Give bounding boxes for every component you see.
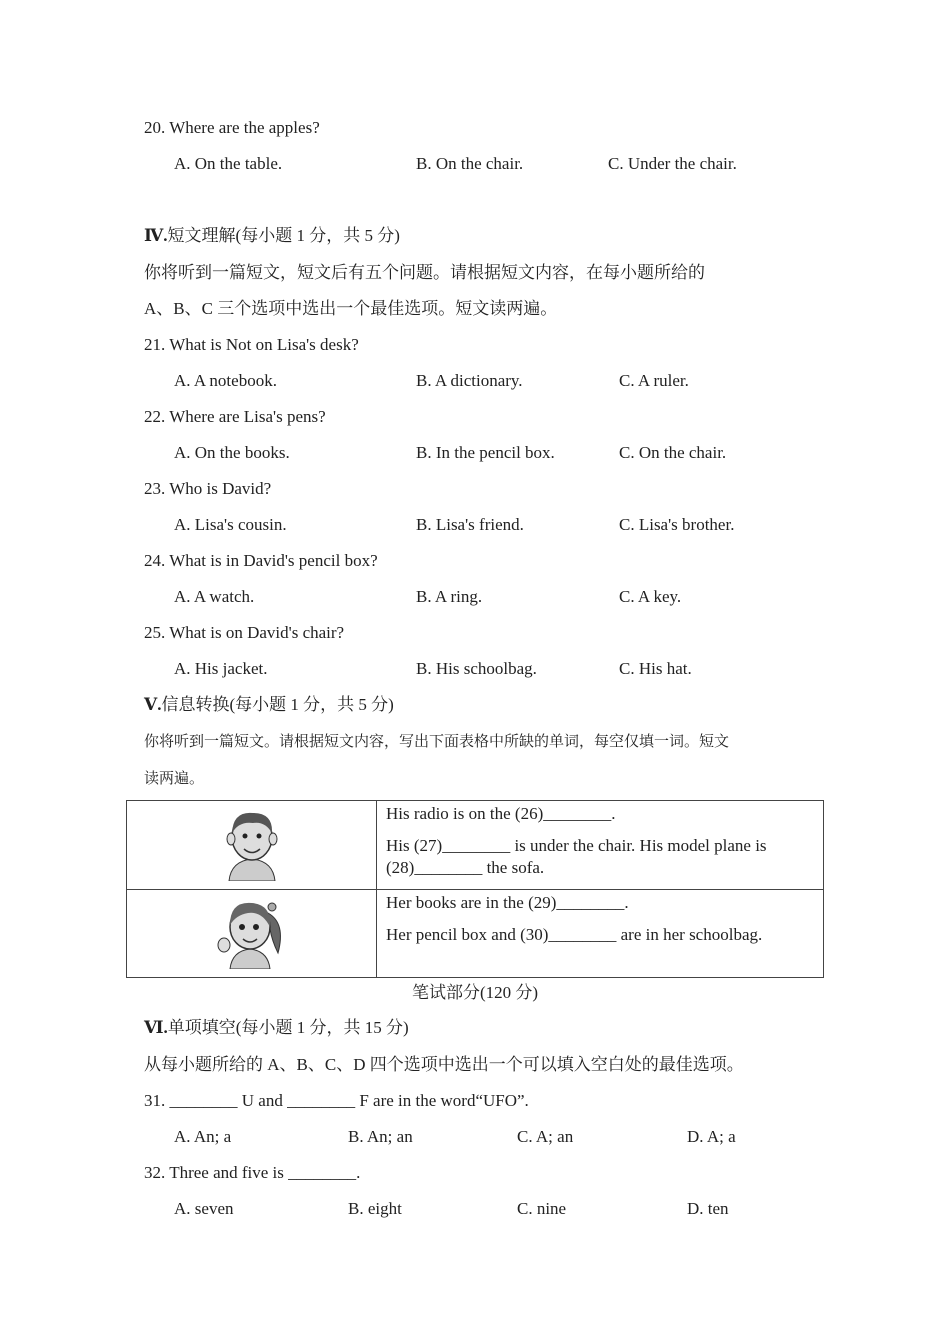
written-part-heading: 笔试部分(120 分): [411, 983, 539, 1002]
section-instructions: A、B、C 三个选项中选出一个最佳选项。短文读两遍。: [144, 299, 558, 318]
blank-26-line: His radio is on the (26)________.: [386, 804, 616, 823]
section-instructions: 你将听到一篇短文，短文后有五个问题。请根据短文内容，在每小题所给的: [144, 263, 705, 282]
option-b: B. His schoolbag.: [416, 659, 537, 678]
option-a: A. His jacket.: [174, 659, 268, 678]
section-title: 短文理解(每小题 1 分，共 5 分): [167, 226, 400, 245]
table-row: [127, 890, 824, 978]
section-numeral: Ⅵ.: [144, 1018, 168, 1037]
option-a: A. A notebook.: [174, 371, 277, 390]
option-b: B. On the chair.: [416, 154, 524, 173]
option-d: D. ten: [687, 1199, 729, 1218]
option-c: C. His hat.: [619, 659, 692, 678]
boy-description-cell: [377, 801, 824, 890]
question-21: 21. What is Not on Lisa's desk?: [144, 335, 359, 354]
option-b: B. An; an: [348, 1127, 413, 1146]
option-c: C. Under the chair.: [608, 154, 737, 173]
option-a: A. On the books.: [174, 443, 290, 462]
option-c: C. A ruler.: [619, 371, 689, 390]
option-c: C. A; an: [517, 1127, 574, 1146]
question-25: 25. What is on David's chair?: [144, 623, 345, 642]
option-b: B. A ring.: [416, 587, 483, 606]
section-numeral: Ⅴ.: [144, 695, 162, 714]
option-a: A. seven: [174, 1199, 234, 1218]
table-row: [127, 801, 824, 890]
option-a: A. On the table.: [174, 154, 283, 173]
blank-29-line: Her books are in the (29)________.: [386, 893, 629, 912]
blank-27-28-line: His (27)________ is under the chair. His model plane is (28)________ the sofa.: [386, 836, 767, 877]
question-23: 23. Who is David?: [144, 479, 272, 498]
girl-description-cell: [377, 890, 824, 978]
section-6-heading: [144, 1017, 409, 1039]
question-32: 32. Three and five is ________.: [144, 1163, 361, 1182]
option-a: A. A watch.: [174, 587, 255, 606]
section-instructions: 从每小题所给的 A、B、C、D 四个选项中选出一个可以填入空白处的最佳选项。: [144, 1055, 744, 1074]
option-c: C. nine: [517, 1199, 567, 1218]
section-numeral: Ⅳ.: [144, 226, 168, 245]
option-c: C. Lisa's brother.: [619, 515, 735, 534]
boy-picture-cell: [127, 801, 377, 890]
option-a: A. Lisa's cousin.: [174, 515, 287, 534]
section-5-heading: [144, 694, 394, 716]
section-instructions: 读两遍。: [144, 771, 205, 787]
section-4-heading: [144, 225, 400, 247]
option-a: A. An; a: [174, 1127, 232, 1146]
option-b: B. Lisa's friend.: [416, 515, 524, 534]
option-d: D. A; a: [687, 1127, 736, 1146]
question-22: 22. Where are Lisa's pens?: [144, 407, 326, 426]
girl-icon: [212, 893, 292, 969]
question-31: 31. ________ U and ________ F are in the word“UFO”.: [144, 1091, 529, 1110]
blank-30-line: Her pencil box and (30)________ are in her schoolbag.: [386, 925, 763, 944]
question-24: 24. What is in David's pencil box?: [144, 551, 378, 570]
girl-picture-cell: [127, 890, 377, 978]
option-c: C. A key.: [619, 587, 682, 606]
option-b: B. A dictionary.: [416, 371, 523, 390]
boy-icon: [217, 805, 287, 881]
option-c: C. On the chair.: [619, 443, 727, 462]
option-b: B. eight: [348, 1199, 402, 1218]
option-b: B. In the pencil box.: [416, 443, 555, 462]
question-20: 20. Where are the apples?: [144, 118, 320, 137]
info-table: [126, 800, 824, 978]
section-instructions: 你将听到一篇短文。请根据短文内容，写出下面表格中所缺的单词，每空仅填一词。短文: [144, 734, 730, 750]
section-title: 单项填空(每小题 1 分，共 15 分): [167, 1018, 409, 1037]
section-title: 信息转换(每小题 1 分，共 5 分): [161, 695, 394, 714]
